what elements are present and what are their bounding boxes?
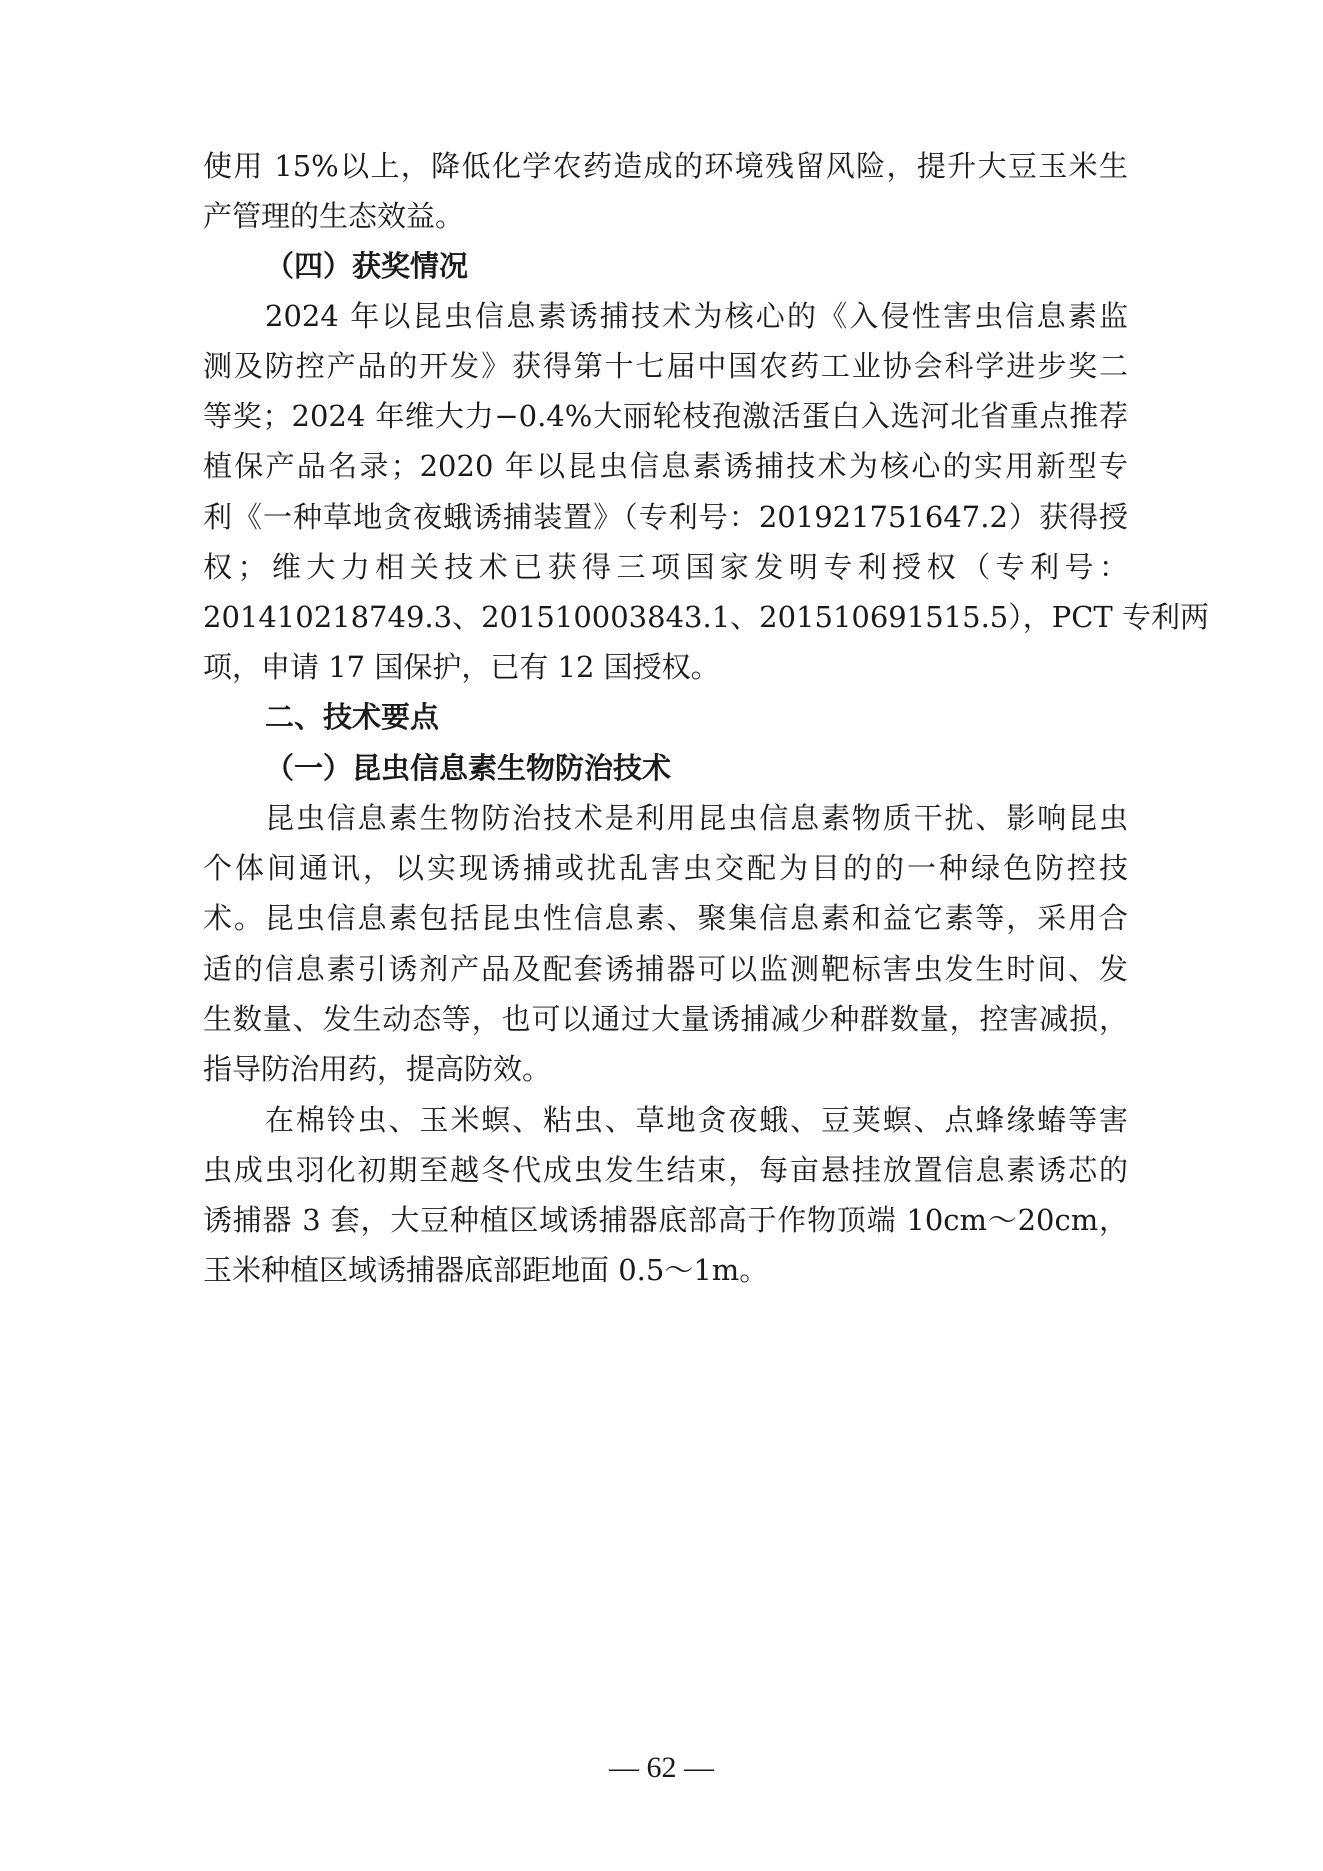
body-text-line: 利《一种草地贪夜蛾诱捕装置》（专利号：201921751647.2）获得授 [203,500,1128,534]
body-text-line: 权；维大力相关技术已获得三项国家发明专利授权（专利号： [203,550,1128,584]
body-text-line: 生数量、发生动态等，也可以通过大量诱捕减少种群数量，控害减损， [203,1002,1128,1036]
page-number: — 62 — [609,1751,714,1784]
body-text-line: 昆虫信息素生物防治技术是利用昆虫信息素物质干扰、影响昆虫 [265,801,1128,835]
body-text-line: 测及防控产品的开发》获得第十七届中国农药工业协会科学进步奖二 [203,349,1128,383]
body-text-line: 项，申请 17 国保护，已有 12 国授权。 [203,650,720,684]
body-text-line: 适的信息素引诱剂产品及配套诱捕器可以监测靶标害虫发生时间、发 [203,952,1128,986]
body-text-line: 个体间通讯，以实现诱捕或扰乱害虫交配为目的的一种绿色防控技 [203,851,1128,885]
body-text-line: 在棉铃虫、玉米螟、粘虫、草地贪夜蛾、豆荚螟、点蜂缘蝽等害 [265,1103,1128,1137]
body-text-line: 等奖；2024 年维大力−0.4%大丽轮枝孢激活蛋白入选河北省重点推荐 [203,399,1128,433]
body-text-line: 产管理的生态效益。 [203,199,465,233]
section-subheading: （四）获奖情况 [265,249,469,283]
body-text-line: 植保产品名录；2020 年以昆虫信息素诱捕技术为核心的实用新型专 [203,449,1128,483]
section-heading: 二、技术要点 [265,700,440,734]
body-text-line: 虫成虫羽化初期至越冬代成虫发生结束，每亩悬挂放置信息素诱芯的 [203,1153,1128,1187]
body-text-line: 2024 年以昆虫信息素诱捕技术为核心的《入侵性害虫信息素监 [265,299,1128,333]
section-subheading: （一）昆虫信息素生物防治技术 [265,751,672,785]
body-text-line: 201410218749.3、201510003843.1、201510691515.5），PCT 专利两 [203,600,1209,634]
body-text-line: 玉米种植区域诱捕器底部距地面 0.5～1m。 [203,1253,769,1287]
body-text-line: 指导防治用药，提高防效。 [203,1052,552,1086]
body-text-line: 术。昆虫信息素包括昆虫性信息素、聚集信息素和益它素等，采用合 [203,901,1128,935]
body-text-line: 诱捕器 3 套，大豆种植区域诱捕器底部高于作物顶端 10cm～20cm， [203,1203,1128,1237]
body-text-line: 使用 15%以上，降低化学农药造成的环境残留风险，提升大豆玉米生 [203,149,1128,183]
